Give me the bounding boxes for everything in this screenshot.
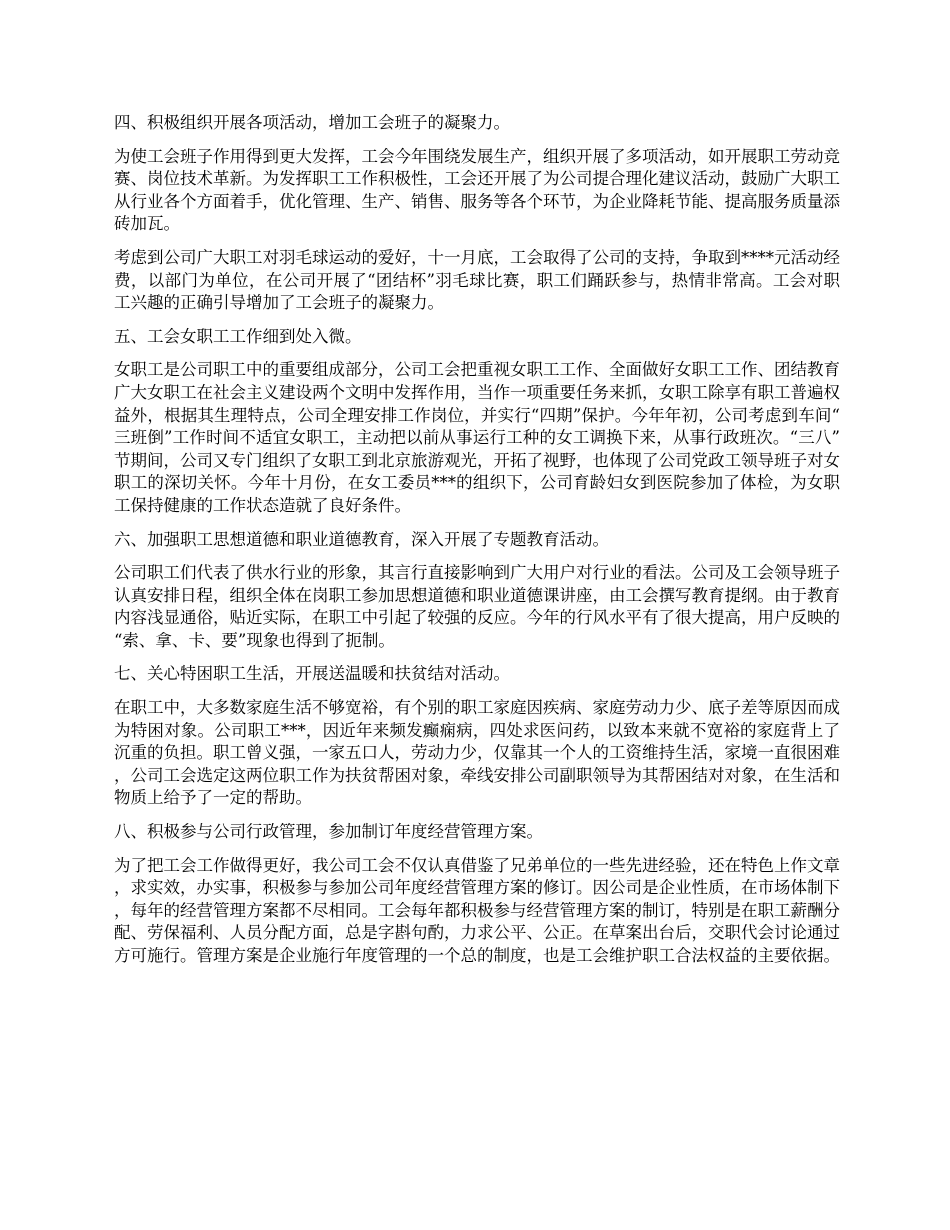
section-heading-6: 六、加强职工思想道德和职业道德教育，深入开展了专题教育活动。 [114,529,609,549]
section-heading-4: 四、积极组织开展各项活动，增加工会班子的凝聚力。 [114,113,510,132]
section-7-paragraph-1: 在职工中，大多数家庭生活不够宽裕，有个别的职工家庭因疾病、家庭劳动力少、底子差等原因而成为特困对象。公司职工***，因近年来频发癫痫病，四处求医问药，以致本来就不宽裕的家庭背上了沉重的负担。职工曾义强，一家五口人，劳动力少，仅靠其一个人的工资维持生活，家境一直很困难，公司工会选定这两位职工作为扶贫帮困对象，牵线安排公司副职领导为其帮困结对对象，在生活和物质上给予了一定的帮助。 [114,698,840,808]
section-6-paragraph-1: 公司职工们代表了供水行业的形象，其言行直接影响到广大用户对行业的看法。公司及工会领导班子认真安排日程，组织全体在岗职工参加思想道德和职业道德课讲座，由工会撰写教育提纲。由于教育内容浅显通俗，贴近实际，在职工中引起了较强的反应。今年的行风水平有了很大提高，用户反映的“索、拿、卡、要”现象也得到了扼制。 [114,563,840,650]
document-page [114,112,840,979]
section-heading-8: 八、积极参与公司行政管理，参加制订年度经营管理方案。 [114,822,543,842]
section-5-paragraph-1: 女职工是公司职工中的重要组成部分，公司工会把重视女职工工作、全面做好女职工工作、团结教育广大女职工在社会主义建设两个文明中发挥作用，当作一项重要任务来抓，女职工除享有职工普遍权益外，根据其生理特点，公司全理安排工作岗位，并实行“四期”保护。今年年初，公司考虑到车间“三班倒”工作时间不适宜女职工，主动把以前从事运行工种的女工调换下来，从事行政班次。“三八”节期间，公司又专门组织了女职工到北京旅游观光，开拓了视野，也体现了公司党政工领导班子对女职工的深切关怀。今年十月份，在女工委员***的组织下，公司育龄妇女到医院参加了体检，为女职工保持健康的工作状态造就了良好条件。 [114,360,840,515]
section-4-paragraph-2: 考虑到公司广大职工对羽毛球运动的爱好，十一月底，工会取得了公司的支持，争取到****元活动经费，以部门为单位，在公司开展了“团结杯”羽毛球比赛，职工们踊跃参与，热情非常高。工会对职工兴趣的正确引导增加了工会班子的凝聚力。 [114,247,840,313]
section-4-paragraph-1: 为使工会班子作用得到更大发挥，工会今年围绕发展生产，组织开展了多项活动，如开展职工劳动竞赛、岗位技术革新。为发挥职工工作积极性，工会还开展了为公司提合理化建议活动，鼓励广大职工从行业各个方面着手，优化管理、生产、销售、服务等各个环节，为企业降耗节能、提高服务质量添砖加瓦。 [114,146,840,234]
section-8-paragraph-1: 为了把工会工作做得更好，我公司工会不仅认真借鉴了兄弟单位的一些先进经验，还在特色上作文章，求实效，办实事，积极参与参加公司年度经营管理方案的修订。因公司是企业性质，在市场体制下，每年的经营管理方案都不尽相同。工会每年都积极参与经营管理方案的制订，特别是在职工薪酬分配、劳保福利、人员分配方面，总是字斟句酌，力求公平、公正。在草案出台后，交职代会讨论通过方可施行。管理方案是企业施行年度管理的一个总的制度，也是工会维护职工合法权益的主要依据。 [114,855,840,965]
section-heading-7: 七、关心特困职工生活，开展送温暖和扶贫结对活动。 [114,664,510,684]
section-heading-5: 五、工会女职工工作细到处入微。 [114,326,362,346]
